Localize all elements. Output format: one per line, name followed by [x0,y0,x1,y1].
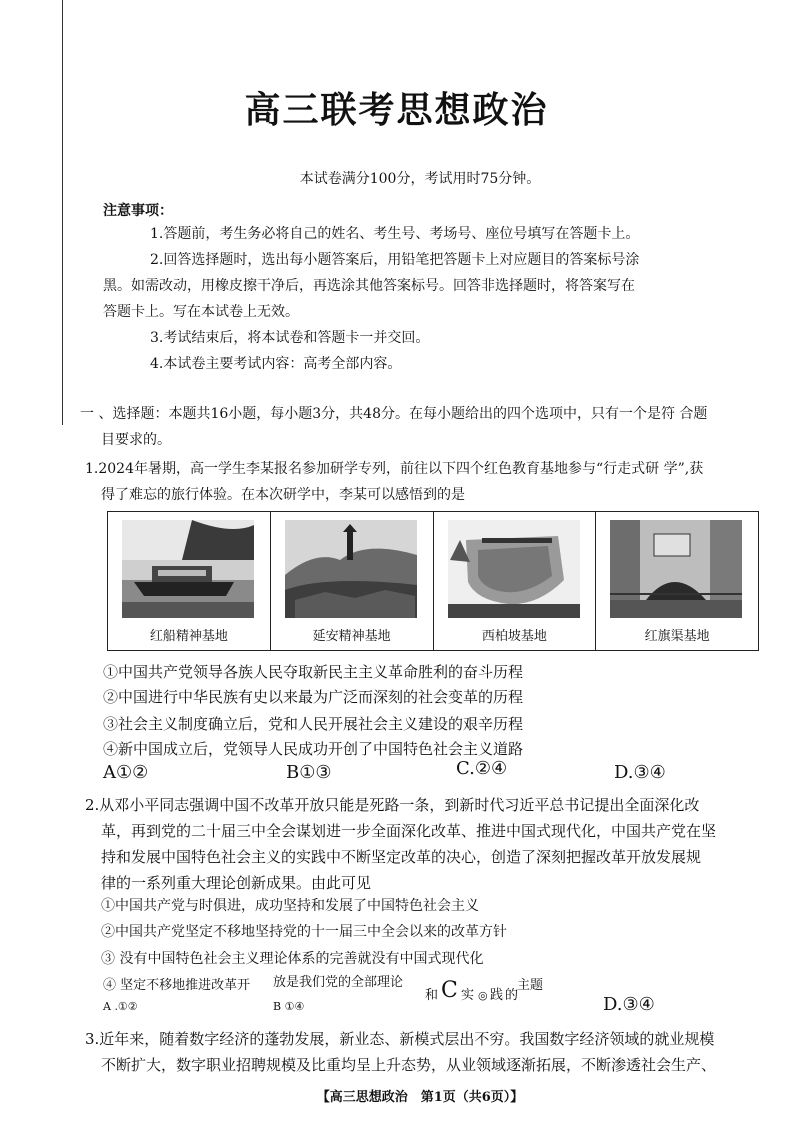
q1-option-4: ④新中国成立后，党领导人民成功开创了中国特色社会主义道路 [103,740,524,758]
hongqiqu-canal-photo [610,520,742,618]
q2-stem: 2.从邓小平同志强调中国不改革开放只能是死路一条，到新时代习近平总书记提出全面深化改 [85,796,700,814]
photo-cell-yanan [271,512,434,650]
page-footer: 【高三思想政治 第1页（共6页）】 [316,1090,524,1105]
q2-choice-c-letter: C [441,978,458,1003]
q1-stem: 1.2024年暑期，高一学生李某报名参加研学专列，前往以下四个红色教育基地参与“行走式研 学”,获 [85,461,704,477]
photo-caption: 红旗渠基地 [644,629,710,644]
q1-choice-c: C.②④ [456,758,508,779]
notice-line: 3.考试结束后，将本试卷和答题卡一并交回。 [150,330,430,346]
q2-option-4-part: ④ 坚定不移地推进改革开 [103,978,251,993]
photo-cell-xibaipo [434,512,597,650]
q2-stem-cont: 律的一系列重大理论创新成果。由此可见 [101,874,372,892]
binding-margin-line [62,0,63,425]
section-heading-cont: 目要求的。 [101,432,171,448]
photo-cell-red-boat [108,512,271,650]
q2-choice-b: B ①④ [273,1000,305,1013]
yanan-pagoda-photo [285,520,417,618]
notice-line: 2.回答选择题时，选出每小题答案后，用铅笔把答题卡上对应题目的答案标号涂 [150,252,640,268]
red-boat-photo [122,520,254,618]
q2-choice-d: D.③④ [603,994,655,1015]
q2-option-2: ②中国共产党坚定不移地坚持党的十一届三中全会以来的改革方针 [101,924,507,940]
q3-stem-cont: 不断扩大，数字职业招聘规模及比重均呈上升态势，从业领域逐渐拓展，不断渗透社会生产、 [101,1056,717,1074]
notice-line: 1.答题前，考生务必将自己的姓名、考生号、考场号、座位号填写在答题卡上。 [150,226,640,242]
q2-option-4-part: 践 [490,988,504,1003]
notice-line: 黑。如需改动，用橡皮擦干净后，再选涂其他答案标号。回答非选择题时，将答案写在 [103,278,635,294]
q2-option-4-part: 实 [461,988,475,1003]
q2-stem-cont: 革，再到党的二十届三中全会谋划进一步全面深化改革、推进中国式现代化，中国共产党在坚 [101,822,717,840]
q1-option-2: ②中国进行中华民族有史以来最为广泛而深刻的社会变革的历程 [103,688,524,706]
xibaipo-monument-photo [448,520,580,618]
photo-caption: 西柏坡基地 [481,629,547,644]
q2-choice-a: A .①② [103,1000,138,1013]
photo-caption: 红船精神基地 [149,629,228,644]
q1-choice-a: A①② [103,762,149,783]
q1-choice-d: D.③④ [614,762,666,783]
q3-stem: 3.近年来，随着数字经济的蓬勃发展，新业态、新模式层出不穷。我国数字经济领域的就业规模 [85,1030,715,1048]
q2-option-1: ①中国共产党与时俱进，成功坚持和发展了中国特色社会主义 [101,898,479,914]
q2-garbled-circle: ◎ [478,989,488,1002]
q1-option-1: ①中国共产党领导各族人民夺取新民主主义革命胜利的奋斗历程 [103,663,524,681]
q1-stem-cont: 得了难忘的旅行体验。在本次研学中，李某可以感悟到的是 [101,487,465,503]
q2-option-4-part: 主题 [517,978,544,993]
photo-caption: 延安精神基地 [312,629,391,644]
q1-choice-b: B①③ [286,762,332,783]
notice-title: 注意事项： [103,203,173,219]
notice-line: 答题卡上。写在本试卷上无效。 [103,304,299,320]
exam-title: 高三联考思想政治 [244,90,549,131]
photo-cell-hongqiqu [596,512,758,650]
q2-stem-cont: 持和发展中国特色社会主义的实践中不断坚定改革的决心，创造了深刻把握改革开放发展规 [101,848,702,866]
section-heading: 一 、选择题：本题共16小题，每小题3分，共48分。在每小题给出的四个选项中，只有一个是符 合题 [80,406,708,422]
q1-photo-table [107,511,759,651]
exam-subtitle: 本试卷满分100分，考试用时75分钟。 [299,171,541,187]
q2-option-4-part: 和 [425,988,439,1003]
q1-option-3: ③社会主义制度确立后，党和人民开展社会主义建设的艰辛历程 [103,715,524,733]
q2-option-4-part: 放是我们党的全部理论 [273,975,404,990]
q2-option-4-part: 的 [505,988,519,1003]
q2-option-3: ③ 没有中国特色社会主义理论体系的完善就没有中国式现代化 [101,951,484,967]
notice-line: 4.本试卷主要考试内容：高考全部内容。 [150,356,402,372]
